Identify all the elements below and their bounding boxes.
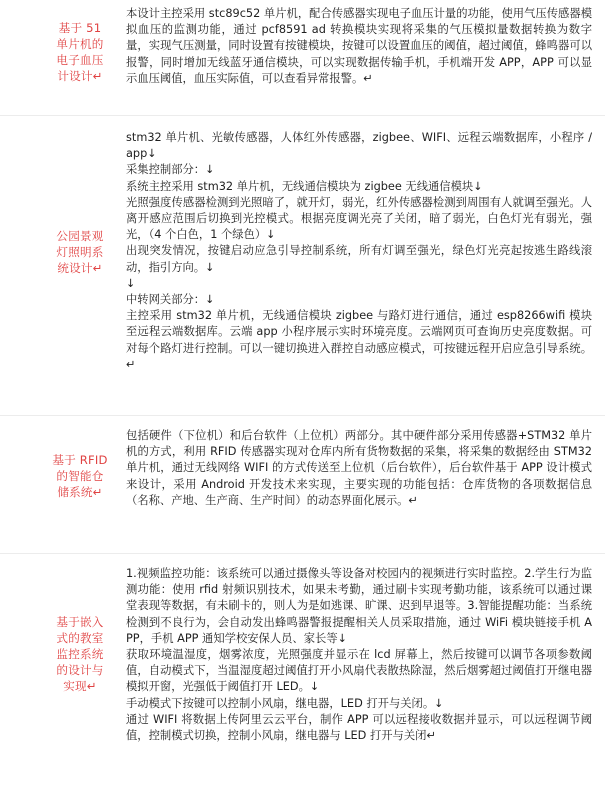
paragraph: 通过 WIFI 将数据上传阿里云云平台，制作 APP 可以远程接收数据并显示，可以远程调节阈值，控制模式切换，控制小风扇，继电器与 LED 打开与关闭↵ bbox=[126, 712, 592, 743]
paragraph: 出现突发情况，按键启动应急引导控制系统，所有灯调至强光，绿色灯光亮起按逃生路线滚动，指引方向。↓ bbox=[126, 244, 592, 274]
row-description bbox=[126, 4, 592, 115]
row-title: 基于 51 单片机的电子血压计设计↵ bbox=[56, 21, 104, 83]
row-title: 基于 RFID 的智能仓储系统↵ bbox=[52, 453, 108, 499]
paragraph: 主控采用 stm32 单片机，无线通信模块 zigbee 与路灯进行通信，通过 esp8266wifi 模块至远程云端数据库。云端 app 小程序展示实时环境亮度。云端网页可查询历史亮度数据。可对每个路灯进行控制。可以一键切换进入群控自动感应模式，可按键远程开启应急引导系统。↵ bbox=[126, 309, 592, 371]
table-row bbox=[0, 416, 605, 554]
row-description bbox=[126, 128, 592, 415]
table-row bbox=[0, 554, 605, 807]
paragraph: 获取环境温湿度，烟雾浓度，光照强度并显示在 lcd 屏幕上，然后按键可以调节各项参数阈值，自动模式下，当温湿度超过阈值打开小风扇代表散热除湿，然后烟雾超过阈值打开继电器模拟开窗，光强低于阈值打开 LED。↓ bbox=[126, 648, 592, 694]
row-title: 基于嵌入式的教室监控系统的设计与实现↵ bbox=[56, 615, 104, 693]
paragraph: 采集控制部分：↓ bbox=[126, 163, 215, 177]
paragraph: 光照强度传感器检测到光照暗了，就开灯，弱光，红外传感器检测到周围有人就调至强光。人离开感应范围后切换到光控模式。根据亮度调光亮了关闭，暗了弱光，白色灯光有弱光，强光，（4 个白色，1 个绿色）↓ bbox=[126, 195, 592, 242]
paragraph: 本设计主控采用 stc89c52 单片机，配合传感器实现电子血压计量的功能，使用气压传感器模拟血压的监测功能，通过 pcf8591 ad 转换模块实现将采集的气压模拟量数据转换为数字量，实现气压测量，同时设置有按键模块，按键可以设置血压的阈值，超过阈值，蜂鸣器可以报警，同时增加无线蓝牙通信模块，可以实现数据传输手机，手机端开发 APP，APP 可以显示血压阈值，血压实际值，可以查看异常报警。↵ bbox=[126, 7, 592, 85]
table-row bbox=[0, 0, 605, 116]
paragraph: 系统主控采用 stm32 单片机，无线通信模块为 zigbee 无线通信模块↓ bbox=[126, 179, 483, 193]
paragraph: 中转网关部分：↓ bbox=[126, 293, 215, 307]
row-description bbox=[126, 564, 592, 807]
table-row bbox=[0, 116, 605, 416]
paragraph: 1.视频监控功能：该系统可以通过摄像头等设备对校园内的视频进行实时监控。2.学生行为监测功能：使用 rfid 射频识别技术，如果未考勤，通过刷卡实现考勤功能，该系统可以通过课堂表现等数据，有未刷卡的，则人为是如逃课、旷课、迟到早退等。3.智能提醒功能：当系统检测到不良行为，会自动发出蜂鸣器警报提醒相关人员采取措施，通过 WiFi 模块链接手机 APP，手机 APP 通知学校安保人员、家长等↓ bbox=[126, 567, 592, 645]
paragraph: 包括硬件（下位机）和后台软件（上位机）两部分。其中硬件部分采用传感器+STM32 单片机的方式，利用 RFID 传感器实现对仓库内所有货物数据的采集，将采集的数据经由 STM32 单片机，通过无线网络 WIFI 的方式传送至上位机（后台软件），后台软件基于 APP 设计模式来设计，采用 Android 开发技术来实现，主要实现的功能包括：仓库货物的各项数据信息（名称、产地、生产商、生产时间）的动态界面化展示。↵ bbox=[126, 429, 592, 507]
paragraph: stm32 单片机、光敏传感器，人体红外传感器，zigbee、WIFI、远程云端数据库，小程序 / app↓ bbox=[126, 131, 592, 161]
row-description bbox=[126, 426, 592, 553]
row-title: 公园景观灯照明系统设计↵ bbox=[56, 229, 104, 275]
paragraph: ↓ bbox=[126, 276, 136, 290]
paragraph: 手动模式下按键可以控制小风扇，继电器，LED 打开与关闭。↓ bbox=[126, 696, 444, 710]
